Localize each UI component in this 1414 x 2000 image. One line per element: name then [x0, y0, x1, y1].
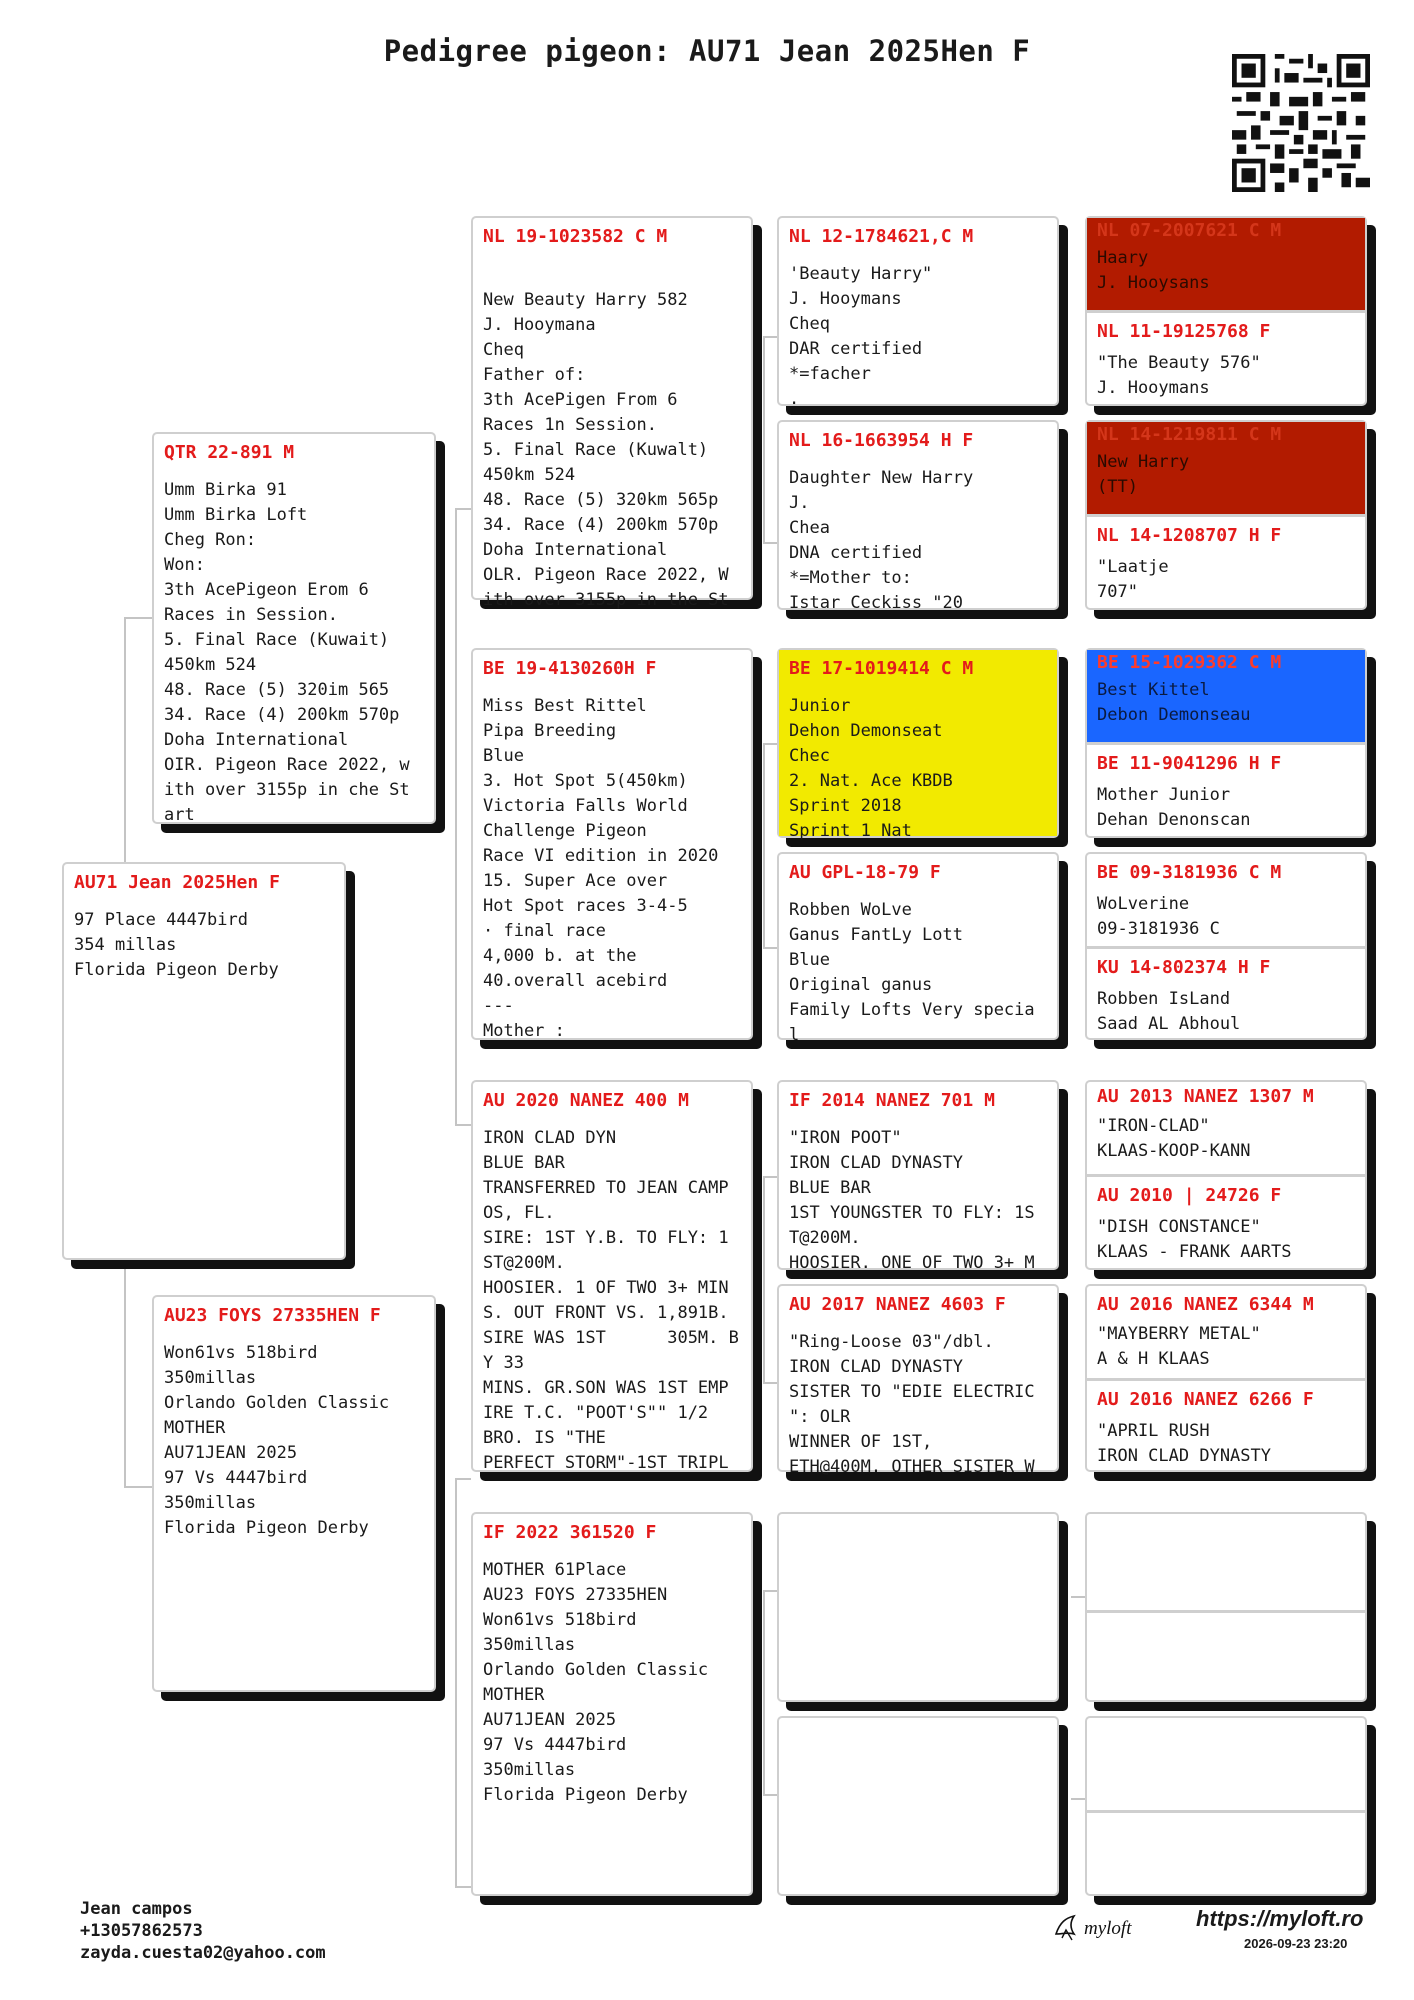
pigeon-info: "APRIL RUSH IRON CLAD DYNASTY — [1097, 1421, 1271, 1466]
pigeon-info: Haary J. Hooysans — [1097, 248, 1210, 293]
grandparent-card[interactable] — [471, 1080, 753, 1472]
owner-contact: Jean campos +13057862573 zayda.cuesta02@yahoo.com — [80, 1899, 326, 1963]
gen5-card[interactable] — [1085, 1080, 1367, 1270]
pigeon-info: 'Beauty Harry" J. Hooymans Cheq DAR certified *=facher . — [789, 264, 933, 409]
ring-number: AU23 FOYS 27335HEN F — [164, 1305, 381, 1326]
ring-number: NL 11-19125768 F — [1097, 321, 1271, 342]
ring-number: AU71 Jean 2025Hen F — [74, 872, 280, 893]
ring-number: NL 12-1784621,C M — [789, 226, 974, 247]
ring-number: NL 14-1208707 H F — [1097, 525, 1282, 546]
pigeon-info: Miss Best Rittel Pipa Breeding Blue 3. Hot Spot 5(450km) Victoria Falls World Challenge Pigeon Race VI edition in 2020 15. Super Ace over Hot Spot races 3-4-5 · final race 4,000 b. at the 40.overall acebird --- Mother : — [483, 696, 719, 1041]
connector-line — [124, 1486, 152, 1488]
gen5-card[interactable] — [1085, 1284, 1367, 1472]
pigeon-info: MOTHER 61Place AU23 FOYS 27335HEN Won61vs 518bird 350millas Orlando Golden Classic MOTHER AU71JEAN 2025 97 Vs 4447bird 350millas Florida Pigeon Derby — [483, 1560, 709, 1805]
connector-line — [763, 743, 765, 949]
ring-number: NL 19-1023582 C M — [483, 226, 668, 247]
connector-line — [455, 508, 457, 1126]
pigeon-info: IRON CLAD DYN BLUE BAR TRANSFERRED TO JEAN CAMP OS, FL. SIRE: 1ST Y.B. TO FLY: 1 ST@200M. HOOSIER. 1 OF TWO 3+ MIN S. OUT FRONT VS. 1,891B. SIRE WAS 1ST 305M. B Y 33 MINS. GR.SON WAS 1ST EMP IRE T.C. "POOT'S"" 1/2 BRO. IS "THE PERFECT STORM"-1ST TRIPL — [483, 1128, 739, 1473]
great-grandparent-card[interactable] — [777, 1284, 1059, 1477]
ring-number: BE 09-3181936 C M — [1097, 862, 1282, 883]
connector-line — [455, 1478, 457, 1888]
great-grandparent-card[interactable] — [777, 216, 1059, 409]
ring-number: NL 14-1219811 C M — [1097, 424, 1282, 445]
pigeon-info: "IRON POOT" IRON CLAD DYNASTY BLUE BAR 1ST YOUNGSTER TO FLY: 1S T@200M. HOOSIER. ONE OF TWO 3+ M — [789, 1128, 1035, 1273]
connector-line — [455, 1886, 471, 1888]
connector-line — [763, 1794, 777, 1796]
ring-number: BE 15-1029362 C M — [1097, 652, 1282, 673]
pigeon-info: "Ring-Loose 03"/dbl. IRON CLAD DYNASTY SISTER TO "EDIE ELECTRIC ": OLR WINNER OF 1ST, ETH@400M. OTHER SISTER W — [789, 1332, 1035, 1477]
dam-card[interactable] — [152, 1295, 436, 1692]
great-grandparent-card[interactable] — [777, 1080, 1059, 1273]
ring-number: NL 16-1663954 H F — [789, 430, 974, 451]
ring-number: AU 2016 NANEZ 6266 F — [1097, 1389, 1314, 1410]
logo-text: myloft — [1084, 1918, 1132, 1939]
ring-number: AU 2017 NANEZ 4603 F — [789, 1294, 1006, 1315]
gen5-card-empty[interactable] — [1085, 1716, 1367, 1896]
ring-number: IF 2022 361520 F — [483, 1522, 657, 1543]
page-title: Pedigree pigeon: AU71 Jean 2025Hen F — [383, 34, 1031, 68]
ring-number: IF 2014 NANEZ 701 M — [789, 1090, 995, 1111]
gen5-card[interactable] — [1085, 420, 1367, 610]
website-link[interactable]: https://myloft.ro — [1196, 1906, 1364, 1931]
gen5-card[interactable] — [1085, 852, 1367, 1040]
pigeon-info: Junior Dehon Demonseat Chec 2. Nat. Ace KBDB Sprint 2018 Sprint 1 Nat — [789, 696, 953, 841]
ring-number: AU 2010 | 24726 F — [1097, 1185, 1282, 1206]
ring-number: BE 17-1019414 C M — [789, 658, 974, 679]
pigeon-info: Best Kittel Debon Demonseau — [1097, 680, 1251, 725]
connector-line — [763, 542, 777, 544]
pigeon-info: "Laatje 707" — [1097, 557, 1169, 602]
ring-number: NL 07-2007621 C M — [1097, 220, 1282, 241]
connector-line — [763, 336, 777, 338]
qr-code-icon — [1232, 54, 1370, 192]
connector-line — [455, 1478, 471, 1480]
gen5-card[interactable] — [1085, 648, 1367, 838]
connector-line — [763, 1382, 777, 1384]
pigeon-info: Robben WoLve Ganus FantLy Lott Blue Original ganus Family Lofts Very specia l — [789, 900, 1035, 1045]
connector-line — [1071, 1798, 1085, 1800]
ring-number: AU 2016 NANEZ 6344 M — [1097, 1294, 1314, 1315]
pigeon-info: 97 Place 4447bird 354 millas Florida Pigeon Derby — [74, 910, 279, 980]
great-grandparent-card-empty[interactable] — [777, 1716, 1059, 1896]
grandparent-card[interactable] — [471, 1512, 753, 1896]
pigeon-info: Umm Birka 91 Umm Birka Loft Cheg Ron: Won: 3th AcePigeon Erom 6 Races in Session. 5. Final Race (Kuwait) 450km 524 48. Race (5) 320im 565 34. Race (4) 200km 570p Doha International OIR. Pigeon Race 2022, w ith over 3155p in che St art — [164, 480, 410, 825]
connector-line — [763, 1590, 777, 1592]
great-grandparent-card[interactable] — [777, 420, 1059, 613]
ring-number: BE 11-9041296 H F — [1097, 753, 1282, 774]
ring-number: AU 2013 NANEZ 1307 M — [1097, 1086, 1314, 1107]
pigeon-info: Daughter New Harry J. Chea DNA certified *=Mother to: Istar Ceckiss "20 — [789, 468, 974, 613]
pigeon-info: "IRON-CLAD" KLAAS-KOOP-KANN — [1097, 1116, 1251, 1161]
connector-line — [1071, 1596, 1085, 1598]
connector-line — [455, 508, 471, 510]
grandparent-card[interactable] — [471, 648, 753, 1040]
pigeon-info: New Harry (TT) — [1097, 452, 1190, 497]
ring-number: QTR 22-891 M — [164, 442, 295, 463]
connector-line — [763, 743, 777, 745]
connector-line — [763, 1590, 765, 1796]
pigeon-info: New Beauty Harry 582 J. Hooymana Cheq Father of: 3th AcePigen From 6 Races 1n Session. 5. Final Race (Kuwalt) 450km 524 48. Race (5) 320km 565p 34. Race (4) 200km 570p Doha International OLR. Pigeon Race 2022, W ith over 3155p in the St — [483, 290, 729, 610]
ring-number: KU 14-802374 H F — [1097, 957, 1271, 978]
pigeon-info: "The Beauty 576" J. Hooymans — [1097, 353, 1261, 398]
connector-line — [124, 617, 152, 619]
connector-line — [455, 1124, 471, 1126]
gen5-card[interactable] — [1085, 216, 1367, 406]
pigeon-info: Robben IsLand Saad AL Abhoul — [1097, 989, 1241, 1034]
ring-number: AU GPL-18-79 F — [789, 862, 941, 883]
myloft-logo-icon — [1052, 1908, 1172, 1946]
ring-number: BE 19-4130260H F — [483, 658, 657, 679]
connector-line — [763, 1176, 777, 1178]
great-grandparent-card-empty[interactable] — [777, 1512, 1059, 1702]
grandparent-card[interactable] — [471, 216, 753, 610]
pigeon-info: Mother Junior Dehan Denonscan — [1097, 785, 1251, 830]
pigeon-info: "MAYBERRY METAL" A & H KLAAS — [1097, 1324, 1261, 1369]
pigeon-info: WoLverine 09-3181936 C — [1097, 894, 1220, 939]
sire-card[interactable] — [152, 432, 436, 824]
print-date: 2026-09-23 23:20 — [1244, 1936, 1348, 1951]
subject-card[interactable] — [62, 862, 346, 1260]
great-grandparent-card[interactable] — [777, 648, 1059, 841]
pigeon-info: Won61vs 518bird 350millas Orlando Golden Classic MOTHER AU71JEAN 2025 97 Vs 4447bird 350millas Florida Pigeon Derby — [164, 1343, 390, 1538]
connector-line — [763, 947, 777, 949]
great-grandparent-card[interactable] — [777, 852, 1059, 1045]
gen5-card-empty[interactable] — [1085, 1512, 1367, 1702]
ring-number: AU 2020 NANEZ 400 M — [483, 1090, 689, 1111]
pigeon-info: "DISH CONSTANCE" KLAAS - FRANK AARTS — [1097, 1217, 1292, 1262]
connector-line — [763, 336, 765, 544]
connector-line — [763, 1176, 765, 1384]
